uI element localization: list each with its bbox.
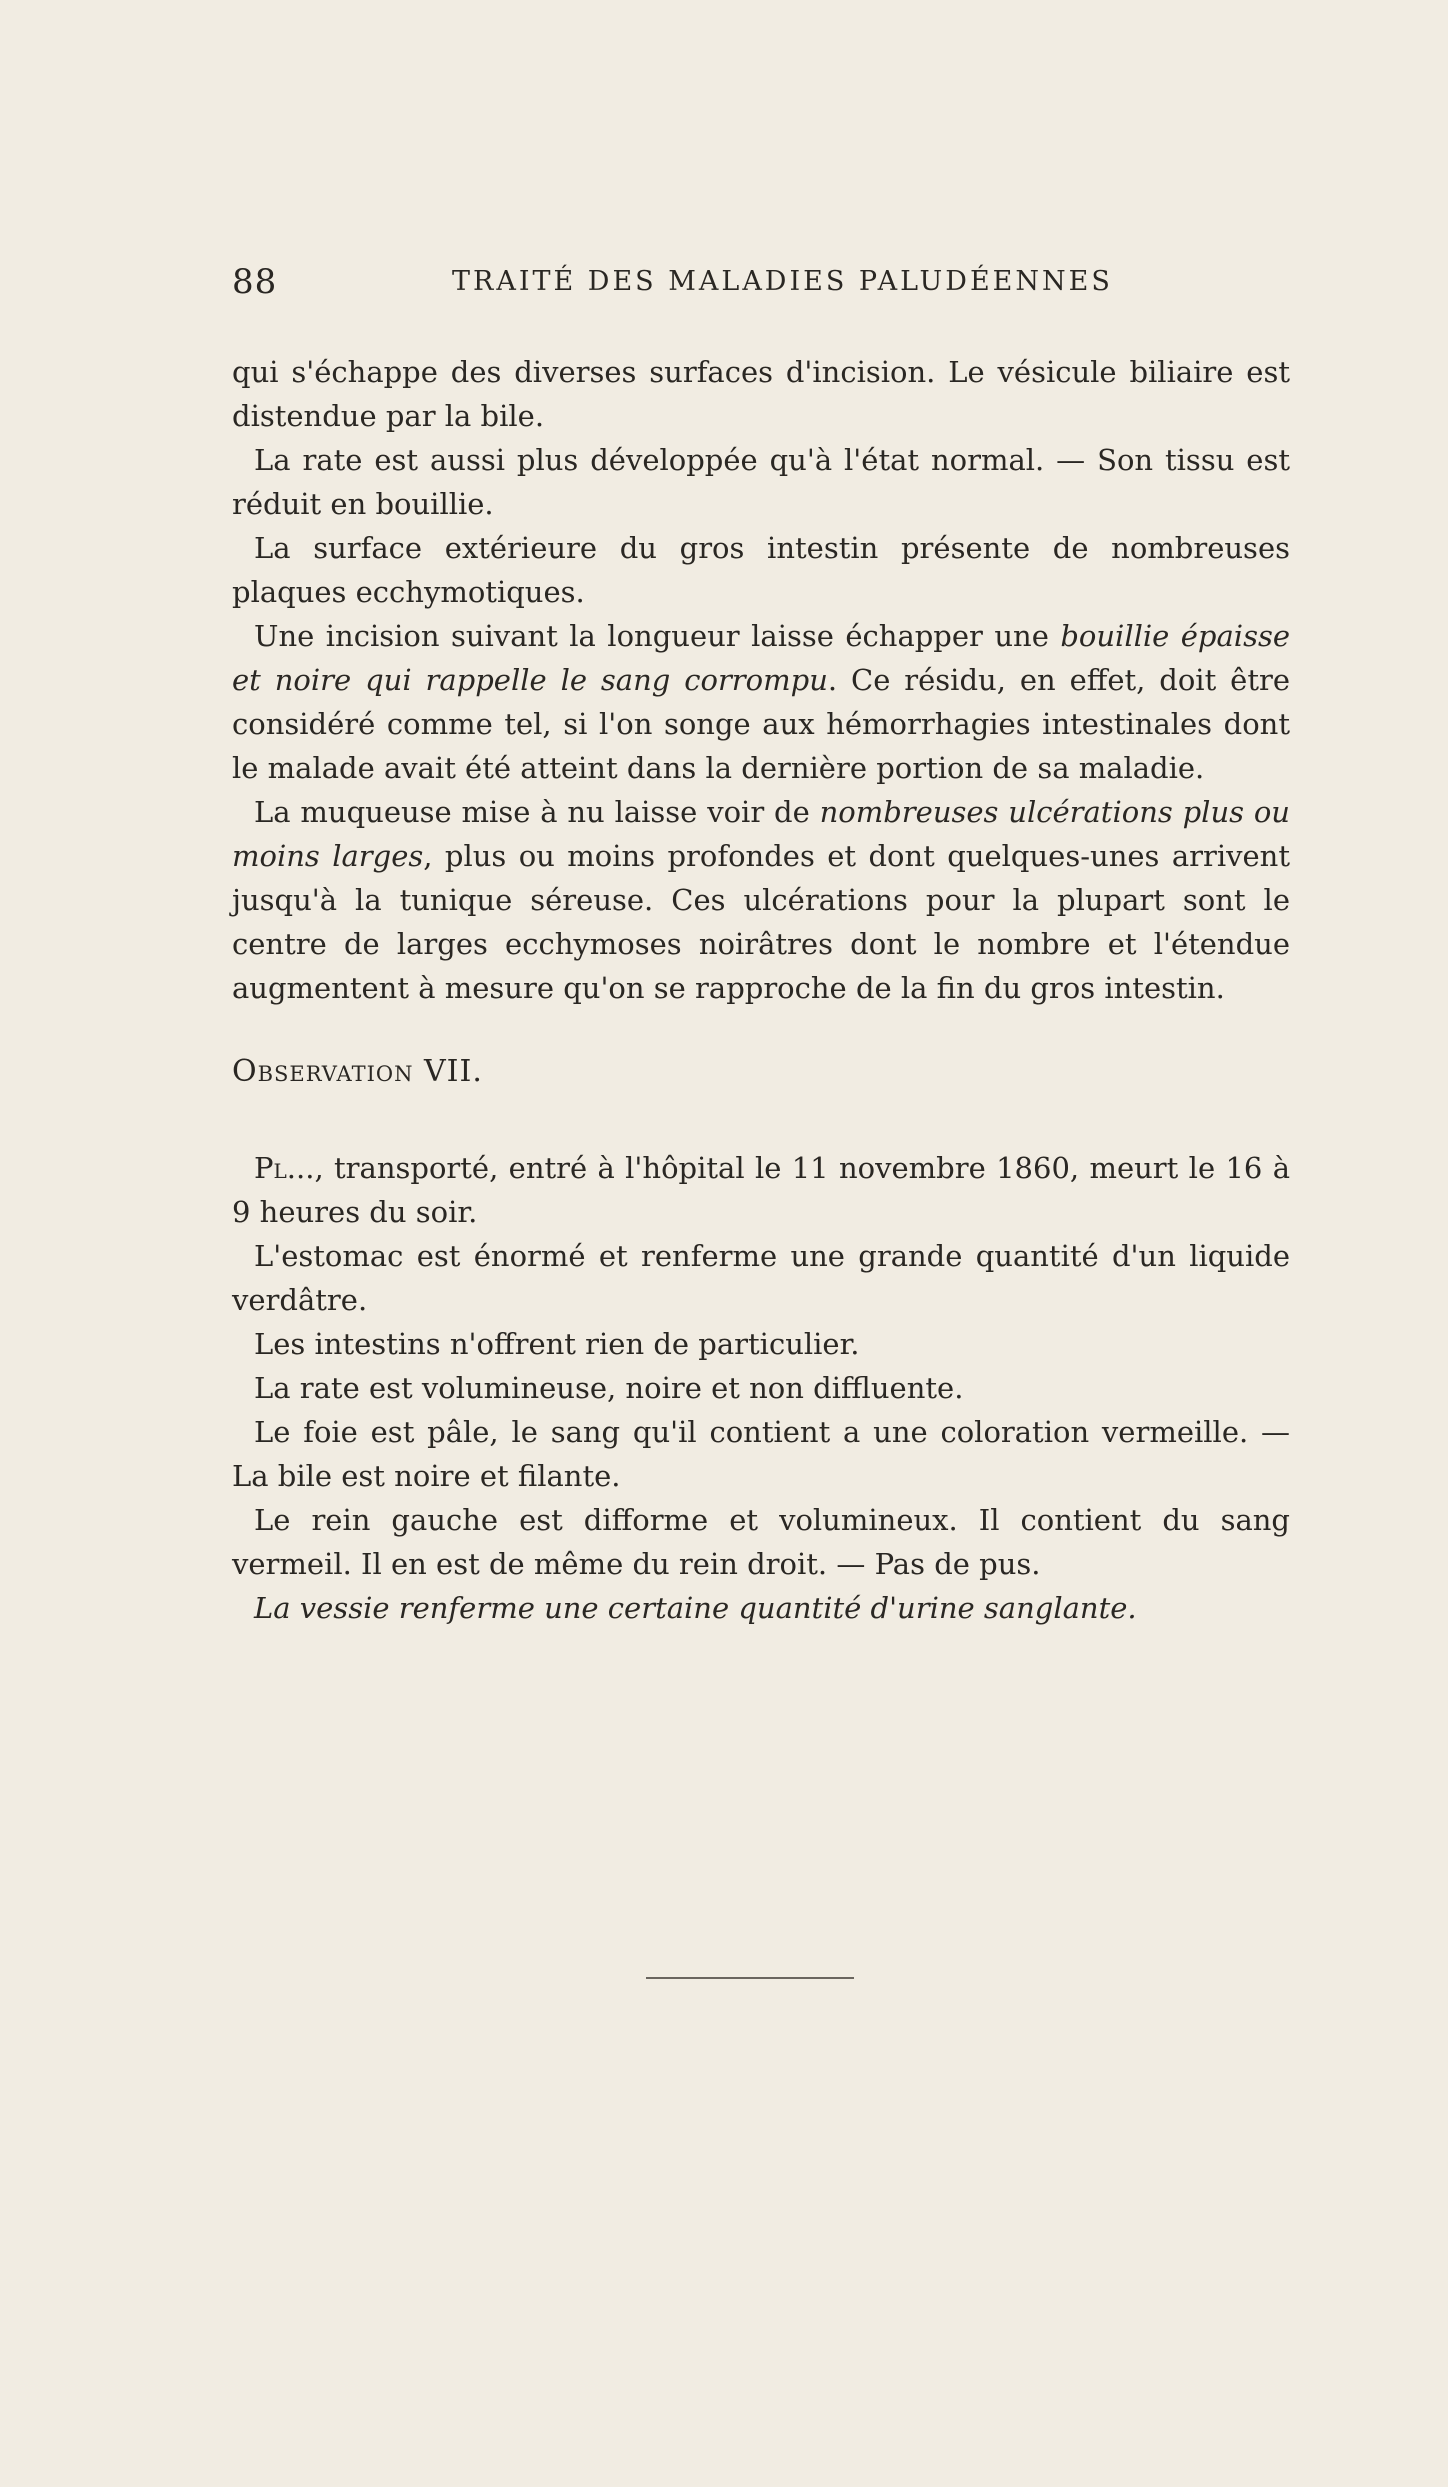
- observation-paragraph-4-text: La rate est volumineuse, noire et non diffluente.: [254, 1371, 964, 1405]
- running-title: TRAITÉ DES MALADIES PALUDÉENNES: [452, 266, 1113, 297]
- observation-paragraph-4: [232, 1366, 1290, 1410]
- page-header: [232, 262, 1290, 308]
- observation-paragraph-3-text: Les intestins n'offrent rien de particulier.: [254, 1327, 860, 1361]
- observation-paragraph-5: [232, 1410, 1290, 1498]
- paragraph-5-text-b: , plus ou moins profondes et dont quelques-unes arrivent jusqu'à la tunique séreuse. Ces ulcérations pour la plupart sont le centre de larges ecchymoses noirâtres dont le nombre et l'étendue augmentent à mesure qu'on se rapproche de la fin du gros intestin.: [232, 839, 1291, 1005]
- observation-paragraph-1: [232, 1146, 1290, 1234]
- observation-paragraph-3: [232, 1322, 1290, 1366]
- observation-paragraph-2-text: L'estomac est énormé et renferme une grande quantité d'un liquide verdâtre.: [232, 1239, 1290, 1317]
- paragraph-5: [232, 790, 1290, 1010]
- observation-paragraph-7-italic: La vessie renferme une certaine quantité d'urine sanglante.: [254, 1591, 1137, 1625]
- paragraph-5-text-a: La muqueuse mise à nu laisse voir de: [254, 795, 820, 829]
- observation-paragraph-6: [232, 1498, 1290, 1586]
- paragraph-2-text: La rate est aussi plus développée qu'à l'état normal. — Son tissu est réduit en bouillie.: [232, 443, 1290, 521]
- paragraph-4-italic: bouillie épaisse et noire qui rappelle le sang corrompu: [232, 619, 1290, 697]
- observation-heading: Observation VII.: [232, 1054, 483, 1089]
- paragraph-4-text-a: Une incision suivant la longueur laisse échapper une: [254, 619, 1061, 653]
- paragraph-3: [232, 526, 1290, 614]
- paragraph-5-italic: nombreuses ulcérations plus ou moins larges: [232, 795, 1290, 873]
- observation-paragraph-6-text: Le rein gauche est difforme et volumineux. Il contient du sang vermeil. Il en est de même du rein droit. — Pas de pus.: [232, 1503, 1290, 1581]
- end-rule: [646, 1977, 854, 1979]
- observation-paragraph-1-text: , transporté, entré à l'hôpital le 11 novembre 1860, meurt le 16 à 9 heures du soir.: [232, 1151, 1290, 1229]
- paragraph-4: [232, 614, 1290, 790]
- paragraph-3-text: La surface extérieure du gros intestin présente de nombreuses plaques ecchymotiques.: [232, 531, 1290, 609]
- paragraph-1: [232, 350, 1290, 438]
- paragraph-1-text: qui s'échappe des diverses surfaces d'incision. Le vésicule biliaire est distendue par la bile.: [232, 355, 1290, 433]
- observation-paragraph-2: [232, 1234, 1290, 1322]
- paragraph-4-text-b: . Ce résidu, en effet, doit être considéré comme tel, si l'on songe aux hémorrhagies intestinales dont le malade avait été atteint dans la dernière portion de sa maladie.: [232, 663, 1290, 785]
- observation-paragraph-7: [232, 1586, 1290, 1630]
- observation-paragraph-5-text: Le foie est pâle, le sang qu'il contient a une coloration vermeille. — La bile est noire et filante.: [232, 1415, 1290, 1493]
- page-body: [232, 350, 1290, 1630]
- paragraph-2: [232, 438, 1290, 526]
- patient-name: Pl...: [254, 1151, 315, 1185]
- page-number: 88: [232, 262, 278, 302]
